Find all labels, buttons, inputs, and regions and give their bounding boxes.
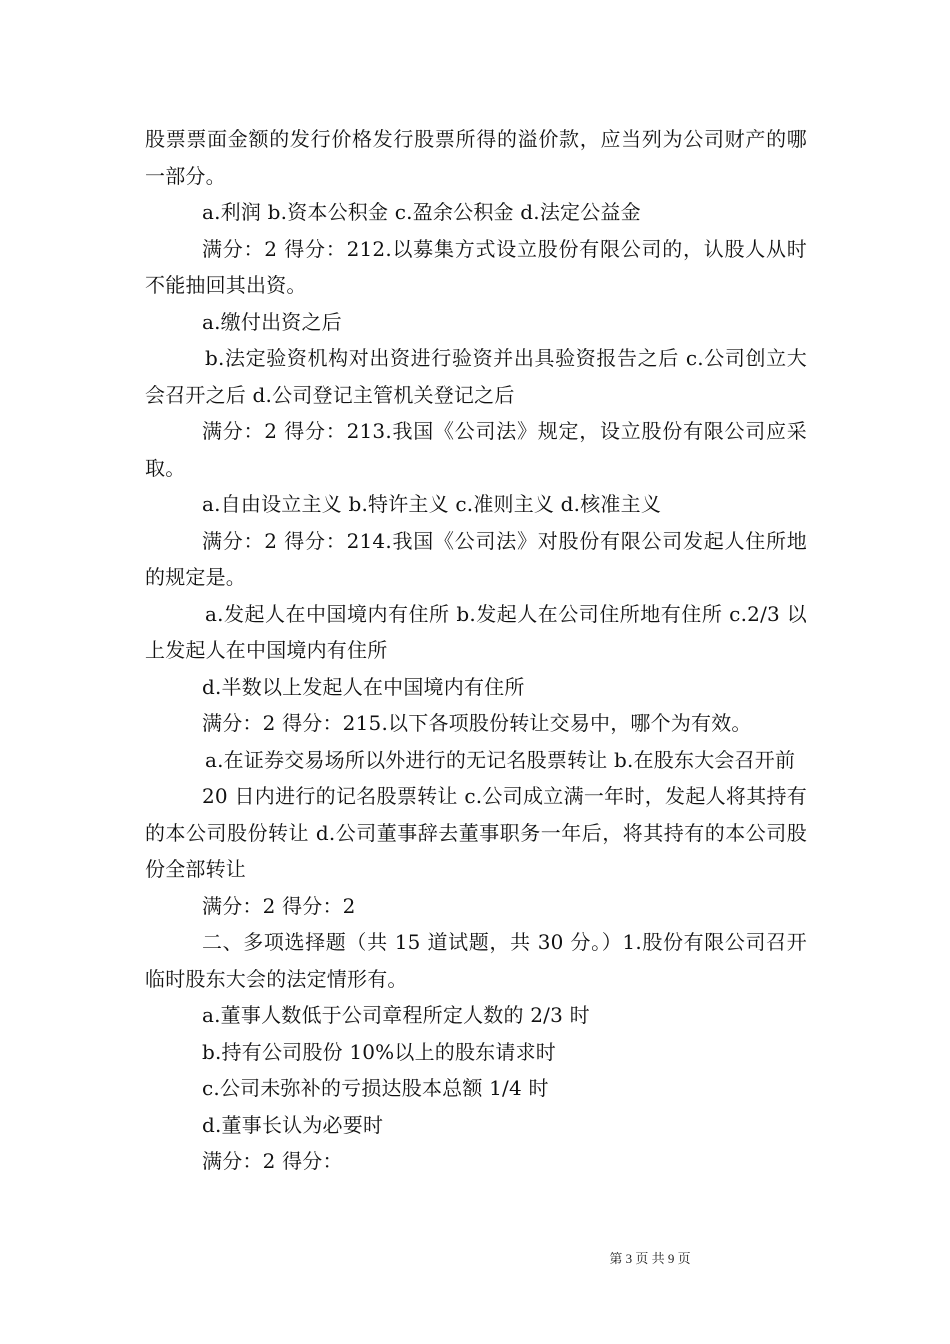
paragraph-13: 20 日内进行的记名股票转让 c.公司成立满一年时，发起人将其持有的本公司股份转让 d.公司董事辞去董事职务一年后，将其持有的本公司股份全部转让 [145, 784, 807, 881]
paragraph-12: a.在证券交易场所以外进行的无记名股票转让 b.在股东大会召开前 [205, 747, 796, 772]
document-body [145, 121, 807, 1180]
paragraph-7: a.自由设立主义 b.特许主义 c.准则主义 d.核准主义 [202, 492, 662, 516]
paragraph-3: 满分：2 得分：212.以募集方式设立股份有限公司的，认股人从时不能抽回其出资。 [145, 236, 807, 297]
paragraph-2: a.利润 b.资本公积金 c.盈余公积金 d.法定公益金 [202, 200, 641, 224]
page-number-footer: 第 3 页 共 9 页 [609, 1251, 691, 1266]
paragraph-11: 满分：2 得分：215.以下各项股份转让交易中，哪个为有效。 [202, 711, 752, 735]
paragraph-15: 二、多项选择题（共 15 道试题，共 30 分。）1.股份有限公司召开临时股东大会的法定情形有。 [145, 930, 807, 991]
paragraph-1: 股票票面金额的发行价格发行股票所得的溢价款，应当列为公司财产的哪一部分。 [145, 127, 807, 188]
paragraph-17: b.持有公司股份 10%以上的股东请求时 [202, 1039, 556, 1064]
paragraph-20: 满分：2 得分： [202, 1149, 343, 1173]
paragraph-14: 满分：2 得分：2 [202, 893, 356, 918]
paragraph-5: b.法定验资机构对出资进行验资并出具验资报告之后 c.公司创立大会召开之后 d.公司登记主管机关登记之后 [145, 346, 807, 407]
paragraph-10: d.半数以上发起人在中国境内有住所 [202, 674, 525, 699]
paragraph-6: 满分：2 得分：213.我国《公司法》规定，设立股份有限公司应采取。 [145, 419, 807, 480]
paragraph-9: a.发起人在中国境内有住所 b.发起人在公司住所地有住所 c.2/3 以上发起人在中国境内有住所 [145, 601, 807, 662]
paragraph-19: d.董事长认为必要时 [202, 1112, 384, 1137]
paragraph-4: a.缴付出资之后 [202, 309, 342, 334]
paragraph-16: a.董事人数低于公司章程所定人数的 2/3 时 [202, 1003, 590, 1027]
paragraph-8: 满分：2 得分：214.我国《公司法》对股份有限公司发起人住所地的规定是。 [145, 528, 807, 589]
paragraph-18: c.公司未弥补的亏损达股本总额 1/4 时 [202, 1076, 549, 1100]
